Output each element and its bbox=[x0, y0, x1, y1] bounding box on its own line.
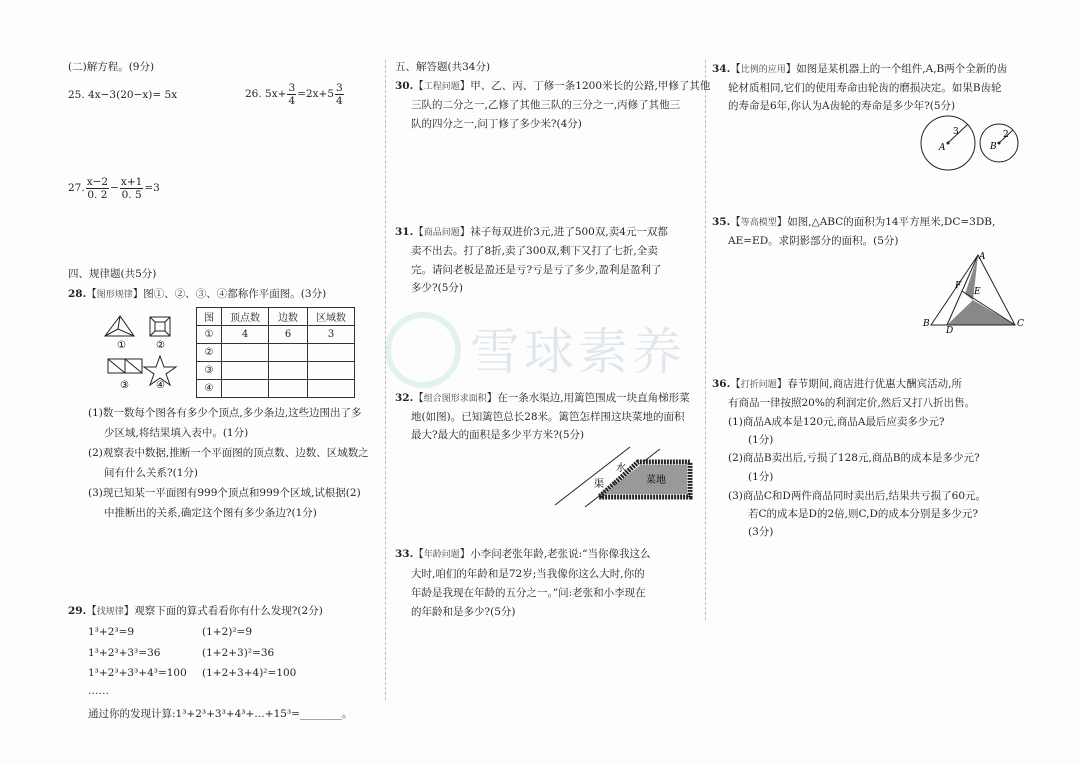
formula: 1³+2³+3³+4³=100 bbox=[88, 667, 187, 679]
q-text: 卖不出去。打了8折,卖了300双,剩下又打了七折,全卖 bbox=[411, 245, 658, 257]
table-cell bbox=[269, 362, 308, 380]
q27-num: x+1 bbox=[120, 175, 143, 188]
table-header: 边数 bbox=[269, 308, 308, 326]
q-text: 如图,△ABC的面积为14平方厘米,DC=3DB, bbox=[787, 216, 996, 228]
q-text: 队的四分之一,问丁修了多少米?(4分) bbox=[411, 118, 582, 130]
q-text: 轮材质相同,它们的使用寿命由轮齿的磨损决定。如果B齿轮 bbox=[728, 82, 1002, 94]
q26-num: 3 bbox=[288, 81, 296, 94]
question-26 bbox=[245, 80, 345, 108]
q27-suffix: =3 bbox=[144, 182, 160, 194]
radius-label: 2 bbox=[1003, 130, 1009, 140]
fig-label: ② bbox=[156, 340, 165, 351]
sub-question: 少区域,将结果填入表中。(1分) bbox=[104, 427, 249, 439]
q-number: 33. bbox=[395, 548, 414, 560]
q-tag: 等高模型 bbox=[740, 218, 777, 228]
formula: (1+2)²=9 bbox=[202, 626, 253, 638]
q-tag: 比例的应用 bbox=[740, 65, 786, 75]
table-cell: ② bbox=[197, 344, 222, 362]
gears-diagram bbox=[915, 112, 1025, 174]
table-cell: 3 bbox=[308, 326, 355, 344]
vertex-table bbox=[196, 307, 355, 398]
sub-question: (1分) bbox=[748, 471, 774, 483]
q-number: 36. bbox=[712, 378, 731, 390]
sub-question: (2)商品B卖出后,亏损了128元,商品B的成本是多少元? bbox=[728, 452, 980, 464]
q-text: 的寿命是6年,你认为A齿轮的寿命是多少年?(5分) bbox=[728, 100, 956, 112]
column-divider bbox=[705, 60, 706, 620]
fig-label: ③ bbox=[120, 380, 129, 390]
q-number: 34. bbox=[712, 63, 731, 75]
q26-den: 4 bbox=[288, 94, 296, 107]
q-text: 地(如图)。已知篱笆总长28米。篱笆怎样围这块菜地的面积 bbox=[411, 411, 685, 423]
diagram-label: 渠 bbox=[594, 479, 604, 490]
vertex-label: F bbox=[955, 281, 962, 291]
q-text: 小李问老张年龄,老张说:“当你像我这么 bbox=[470, 548, 651, 560]
formula: (1+2+3+4)²=100 bbox=[202, 667, 297, 679]
q27-minus: − bbox=[110, 182, 119, 194]
q-tag: 找规律 bbox=[96, 607, 124, 617]
q-text: 的年龄和是多少?(5分) bbox=[411, 606, 516, 618]
formula: 1³+2³+3³=36 bbox=[88, 647, 161, 659]
q-text: 大时,咱们的年龄和是72岁;当我像你这么大时,你的 bbox=[411, 568, 645, 580]
answer-blank[interactable]: ________。 bbox=[299, 708, 353, 720]
q27-prefix: 27. bbox=[68, 182, 85, 194]
question-33: 33.【年龄问题】小李问老张年龄,老张说:“当你像我这么 bbox=[395, 548, 651, 560]
q-tag: 工程问题 bbox=[423, 82, 460, 92]
sub-question: 间有什么关系?(1分) bbox=[104, 467, 199, 479]
table-cell bbox=[222, 380, 269, 398]
q-number: 31. bbox=[395, 226, 414, 238]
question-32: 32.【组合图形求面积】在一条水渠边,用篱笆围成一块直角梯形菜 bbox=[395, 392, 690, 404]
q-text: 年龄是我现在年龄的五分之一。”问:老张和小李现在 bbox=[411, 587, 646, 599]
q-text: 多少?(5分) bbox=[411, 282, 464, 294]
vertex-label: E bbox=[974, 287, 981, 297]
table-header: 图 bbox=[197, 308, 222, 326]
table-cell bbox=[269, 380, 308, 398]
q-tag: 商品问题 bbox=[423, 228, 460, 238]
formula: 1³+2³=9 bbox=[88, 626, 135, 638]
sub-question: (3)现已知某一平面图有999个顶点和999个区域,试根据(2) bbox=[88, 487, 361, 499]
q27-den: 0. 2 bbox=[87, 188, 108, 201]
q-tag: 组合图形求面积 bbox=[423, 394, 487, 404]
q-text: 完。请问老板是盈还是亏?亏是亏了多少,盈利是盈利了 bbox=[411, 264, 662, 276]
table-cell: 4 bbox=[222, 326, 269, 344]
sub-question: (3分) bbox=[748, 526, 774, 538]
table-cell bbox=[308, 380, 355, 398]
table-cell bbox=[269, 344, 308, 362]
section-title: 五、解答题(共34分) bbox=[395, 61, 491, 73]
q-text: 如图是某机器上的一个组件,A,B两个全新的齿 bbox=[796, 63, 1008, 75]
question-34: 34.【比例的应用】如图是某机器上的一个组件,A,B两个全新的齿 bbox=[712, 63, 1008, 75]
diagram-label: 菜地 bbox=[646, 475, 666, 486]
q26-num: 3 bbox=[336, 81, 343, 94]
triangle-diagram bbox=[920, 250, 1025, 335]
vertex-label: D bbox=[946, 326, 954, 335]
question-35: 35.【等高模型】如图,△ABC的面积为14平方厘米,DC=3DB, bbox=[712, 216, 996, 228]
question-29: 29.【找规律】观察下面的算式看看你有什么发现?(2分) bbox=[68, 605, 323, 617]
vertex-label: C bbox=[1017, 319, 1024, 329]
formula: (1+2+3)²=36 bbox=[202, 647, 275, 659]
question-31: 31.【商品问题】袜子每双进价3元,进了500双,卖4元一双都 bbox=[395, 226, 668, 238]
question-30: 30.【工程问题】甲、乙、丙、丁修一条1200米长的公路,甲修了其他 bbox=[395, 80, 711, 92]
q27-num: x−2 bbox=[86, 175, 109, 188]
q-tag: 图形规律 bbox=[96, 290, 133, 300]
table-cell bbox=[222, 344, 269, 362]
vertex-label: B bbox=[923, 319, 930, 329]
table-cell bbox=[222, 362, 269, 380]
q-number: 32. bbox=[395, 392, 414, 404]
table-row bbox=[197, 344, 355, 362]
final-text: 通过你的发现计算:1³+2³+3³+4³+…+15³= bbox=[88, 708, 300, 720]
question-28: 28.【图形规律】图①、②、③、④都称作平面图。(3分) bbox=[68, 288, 327, 300]
sub-question: (3)商品C和D两件商品同时卖出后,结果共亏损了60元。 bbox=[728, 490, 987, 502]
gear-label: B bbox=[990, 142, 997, 152]
fig-label: ④ bbox=[156, 380, 165, 390]
sub-question: (1)数一数每个图各有多少个顶点,多少条边,这些边围出了多 bbox=[88, 407, 362, 419]
table-row bbox=[197, 326, 355, 344]
ellipsis: …… bbox=[88, 685, 109, 697]
table-row bbox=[197, 362, 355, 380]
q-text: 图①、②、③、④都称作平面图。(3分) bbox=[143, 288, 327, 300]
q-tag: 年龄问题 bbox=[423, 550, 460, 560]
watermark: 雪球素养 bbox=[470, 323, 686, 381]
table-row bbox=[197, 380, 355, 398]
sub-question: 中推断出的关系,确定这个图有多少条边?(1分) bbox=[104, 507, 317, 519]
q-text: AE=ED。求阴影部分的面积。(5分) bbox=[728, 235, 899, 247]
plane-figures bbox=[100, 312, 185, 390]
sub-question: 若C的成本是D的2倍,则C,D的成本分别是多少元? bbox=[748, 508, 979, 520]
q-number: 35. bbox=[712, 216, 731, 228]
section-title: 四、规律题(共5分) bbox=[68, 268, 157, 280]
column-divider bbox=[385, 60, 386, 700]
q-number: 30. bbox=[395, 80, 414, 92]
vertex-label: A bbox=[979, 252, 986, 262]
diagram-label: 水 bbox=[616, 463, 626, 474]
final-question bbox=[88, 707, 352, 721]
q27-den: 0. 5 bbox=[121, 188, 142, 201]
q-text: 观察下面的算式看看你有什么发现?(2分) bbox=[134, 605, 323, 617]
q-text: 袜子每双进价3元,进了500双,卖4元一双都 bbox=[470, 226, 668, 238]
table-cell: ④ bbox=[197, 380, 222, 398]
watermark-logo bbox=[385, 312, 461, 388]
fig-label: ① bbox=[117, 340, 126, 351]
table-cell: ① bbox=[197, 326, 222, 344]
q-number: 29. bbox=[68, 605, 87, 617]
q-text: 甲、乙、丙、丁修一条1200米长的公路,甲修了其他 bbox=[470, 80, 711, 92]
q-number: 28. bbox=[68, 288, 87, 300]
radius-label: 3 bbox=[953, 127, 959, 137]
sub-question: (1)商品A成本是120元,商品A最后应卖多少元? bbox=[728, 416, 945, 428]
q-text: 春节期间,商店进行优惠大酬宾活动,所 bbox=[787, 378, 962, 390]
vegetable-field-diagram bbox=[550, 445, 700, 510]
table-cell bbox=[308, 344, 355, 362]
table-cell: 6 bbox=[269, 326, 308, 344]
sub-question: (1分) bbox=[748, 434, 774, 446]
q-text: 有商品一律按照20%的利润定价,然后又打八折出售。 bbox=[728, 397, 976, 409]
question-25: 25. 4x−3(20−x)= 5x bbox=[68, 89, 178, 101]
table-header: 顶点数 bbox=[222, 308, 269, 326]
q26-prefix: 26. 5x+ bbox=[245, 88, 287, 100]
q26-mid: =2x+5 bbox=[297, 88, 335, 100]
question-36: 36.【打折问题】春节期间,商店进行优惠大酬宾活动,所 bbox=[712, 378, 962, 390]
table-cell bbox=[308, 362, 355, 380]
gear-label: A bbox=[939, 143, 946, 153]
table-cell: ③ bbox=[197, 362, 222, 380]
question-27 bbox=[68, 174, 160, 202]
q-text: 三队的二分之一,乙修了其他三队的三分之一,丙修了其他三 bbox=[411, 99, 681, 111]
sub-question: (2)观察表中数据,推断一个平面图的顶点数、边数、区域数之 bbox=[88, 447, 369, 459]
q26-den: 4 bbox=[336, 94, 343, 107]
q-text: 在一条水渠边,用篱笆围成一块直角梯形菜 bbox=[497, 392, 690, 404]
table-header: 区域数 bbox=[308, 308, 355, 326]
q-text: 最大?最大的面积是多少平方米?(5分) bbox=[411, 429, 585, 441]
section-title: (二)解方程。(9分) bbox=[68, 61, 155, 73]
q-tag: 打折问题 bbox=[740, 380, 777, 390]
